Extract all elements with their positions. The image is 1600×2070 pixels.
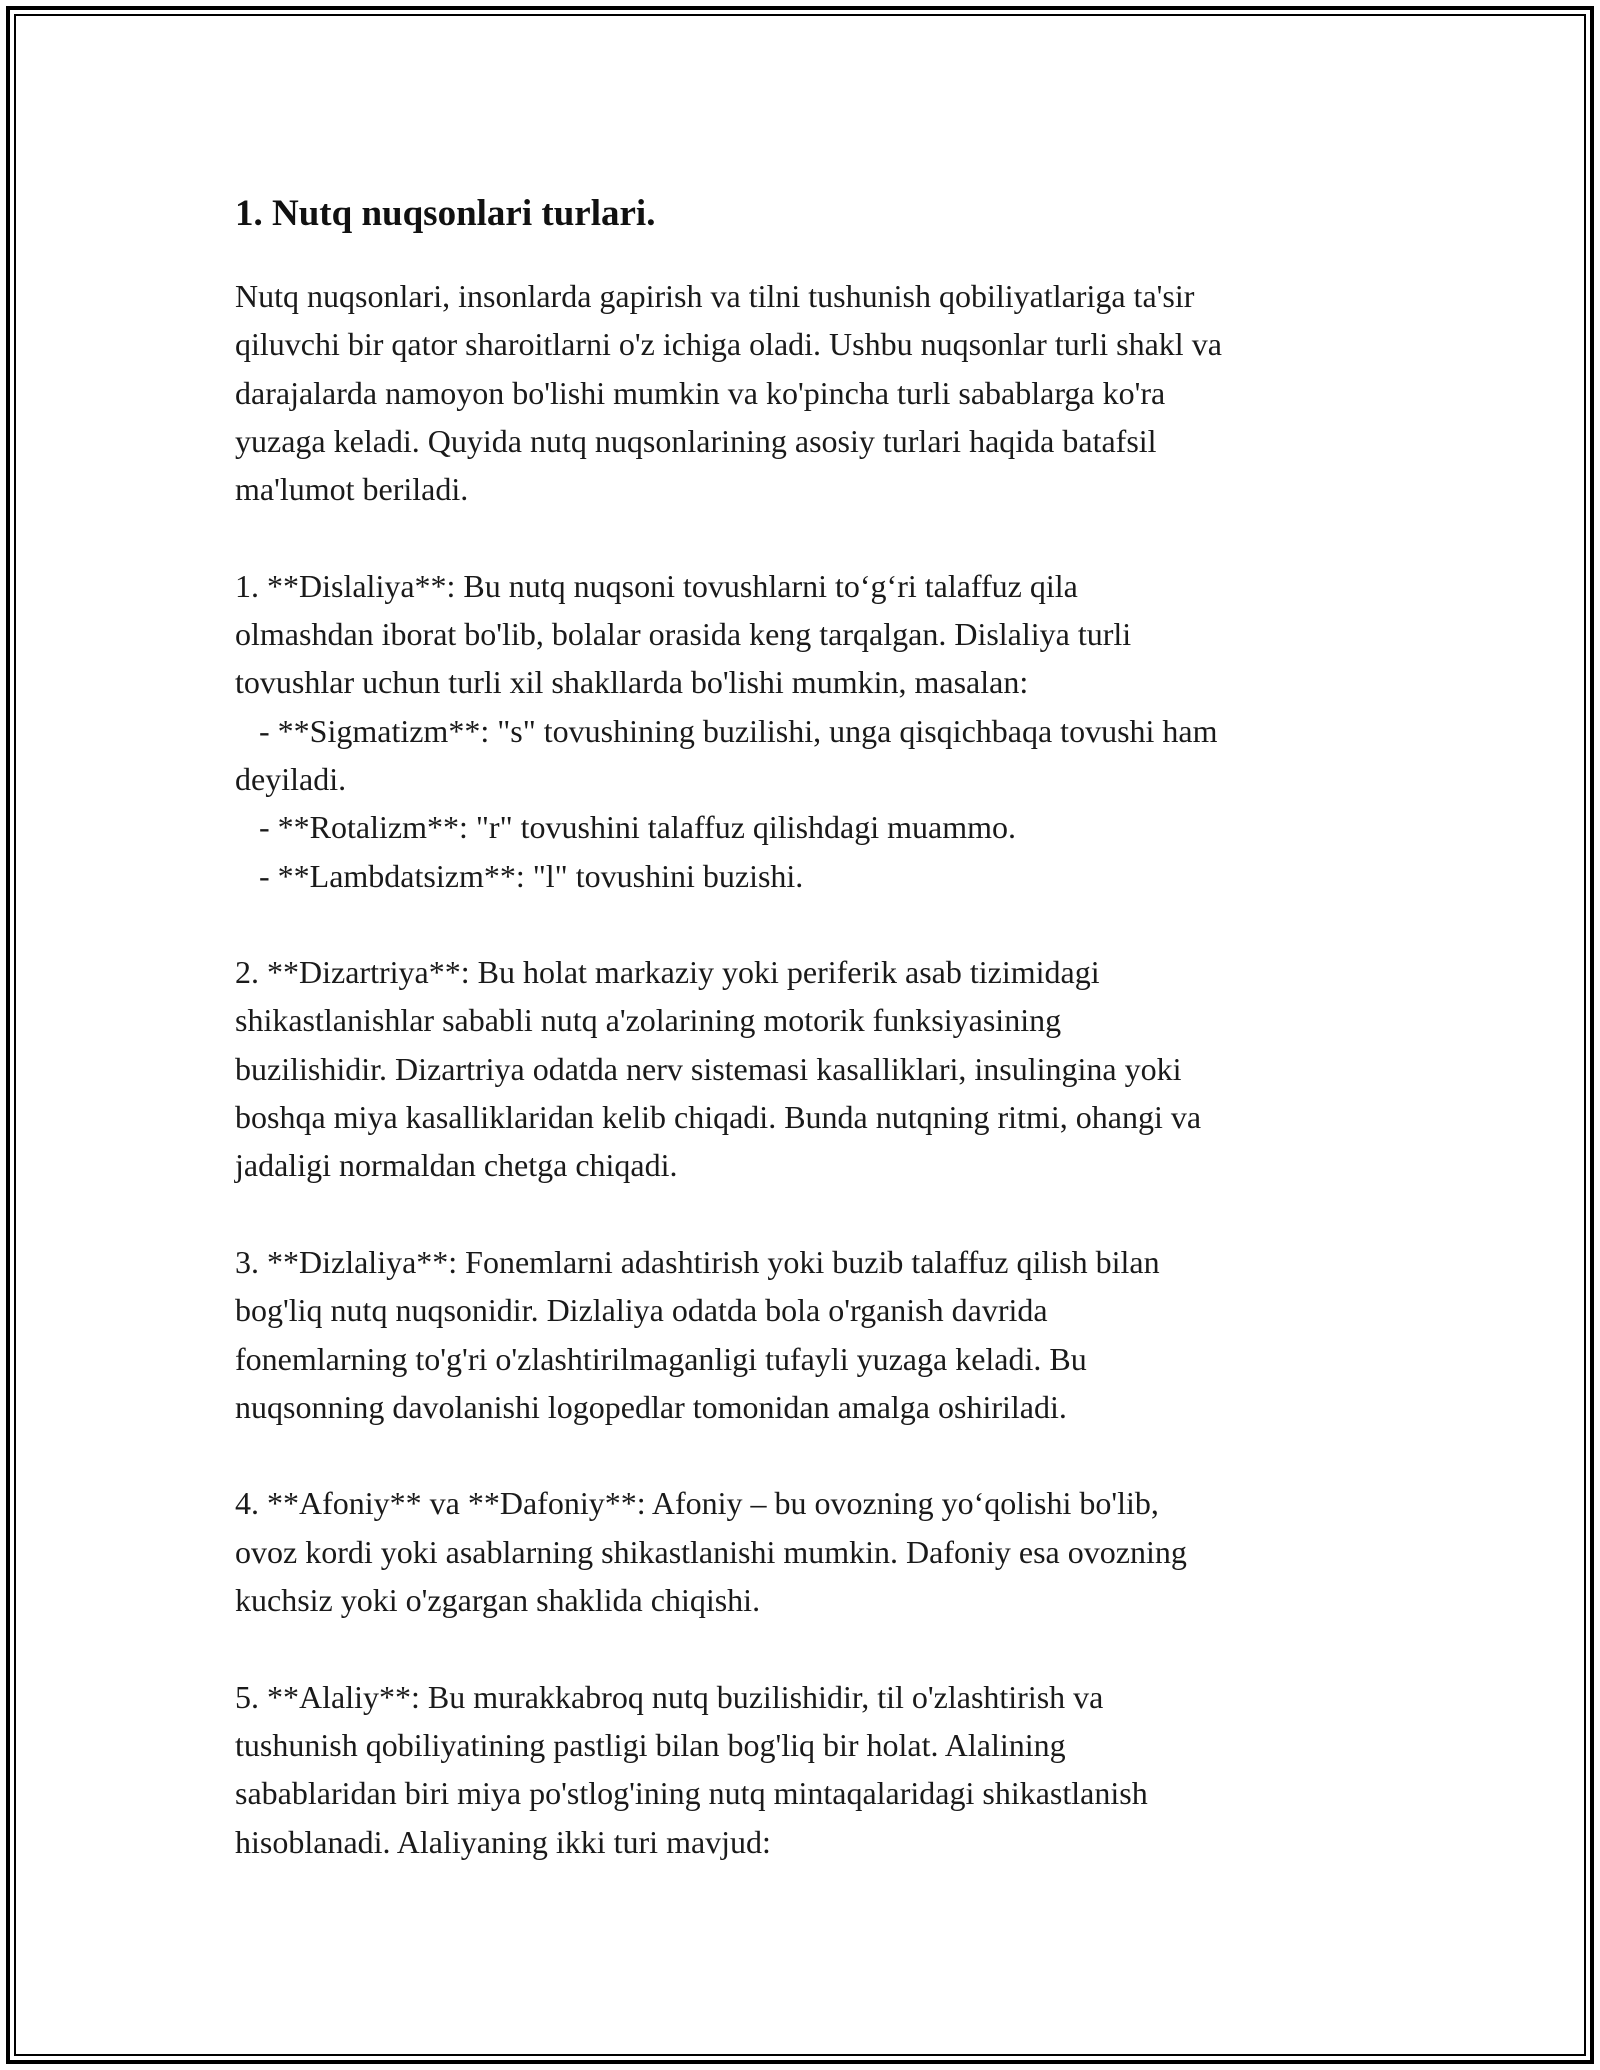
text-line: olmashdan iborat bo'lib, bolalar orasida keng tarqalgan. Dislaliya turli [235,616,1132,653]
text-line: darajalarda namoyon bo'lishi mumkin va ko'pincha turli sabablarga ko'ra [235,374,1166,411]
text-line: 5. **Alaliy**: Bu murakkabroq nutq buzilishidir, til o'zlashtirish va [235,1678,1104,1715]
text-line: bog'liq nutq nuqsonidir. Dizlaliya odatda bola o'rganish davrida [235,1292,1048,1329]
text-line: 3. **Dizlaliya**: Fonemlarni adashtirish yoki buzib talaffuz qilish bilan [235,1243,1160,1280]
text-line: Nutq nuqsonlari, insonlarda gapirish va tilni tushunish qobiliyatlariga ta'sir [235,278,1195,314]
text-line: ovoz kordi yoki asablarning shikastlanishi mumkin. Dafoniy esa ovozning [235,1533,1187,1570]
text-line: tovushlar uchun turli xil shakllarda bo'lishi mumkin, masalan: [235,664,1029,701]
document-title: 1. Nutq nuqsonlari turlari. [235,193,656,234]
text-line: yuzaga keladi. Quyida nutq nuqsonlarining asosiy turlari haqida batafsil [235,422,1157,459]
text-line: hisoblanadi. Alaliyaning ikki turi mavjud: [235,1823,771,1860]
paragraph-dizlaliya [235,1238,1395,1431]
text-line: - **Lambdatsizm**: "l" tovushini buzishi. [235,857,804,894]
text-line: kuchsiz yoki o'zgargan shaklida chiqishi. [235,1582,761,1619]
text-line: 2. **Dizartriya**: Bu holat markaziy yoki periferik asab tizimidagi [235,954,1100,991]
text-line: shikastlanishlar sababli nutq a'zolarining motorik funksiyasining [235,1002,1062,1039]
text-line: nuqsonning davolanishi logopedlar tomonidan amalga oshiriladi. [235,1388,1067,1425]
text-line: tushunish qobiliyatining pastligi bilan bog'liq bir holat. Alalining [235,1726,1066,1763]
paragraph-alaliy [235,1673,1395,1866]
text-line: ma'lumot beriladi. [235,471,469,508]
text-line: sabablaridan biri miya po'stlog'ining nutq mintaqalaridagi shikastlanish [235,1775,1148,1812]
text-line: buzilishidir. Dizartriya odatda nerv sistemasi kasalliklari, insulingina yoki [235,1050,1182,1087]
text-line: - **Rotalizm**: "r" tovushini talaffuz qilishdagi muammo. [235,809,1016,846]
text-line: boshqa miya kasalliklaridan kelib chiqadi. Bunda nutqning ritmi, ohangi va [235,1099,1202,1136]
text-line: jadaligi normaldan chetga chiqadi. [235,1147,678,1184]
text-line: - **Sigmatizm**: "s" tovushining buzilishi, unga qisqichbaqa tovushi ham [235,712,1218,749]
paragraph-dislaliya [235,562,1395,900]
paragraph-dizartriya [235,948,1395,1189]
paragraph-afoniy [235,1479,1395,1624]
document-body [235,186,1395,1914]
text-line: 1. **Dislaliya**: Bu nutq nuqsoni tovushlarni to‘g‘ri talaffuz qila [235,567,1078,604]
text-line: 4. **Afoniy** va **Dafoniy**: Afoniy – bu ovozning yo‘qolishi bo'lib, [235,1485,1159,1522]
paragraph-intro [235,272,1395,513]
text-line: fonemlarning to'g'ri o'zlashtirilmaganligi tufayli yuzaga keladi. Bu [235,1340,1087,1377]
text-line: deyiladi. [235,760,347,797]
text-line: qiluvchi bir qator sharoitlarni o'z ichiga oladi. Ushbu nuqsonlar turli shakl va [235,326,1222,363]
